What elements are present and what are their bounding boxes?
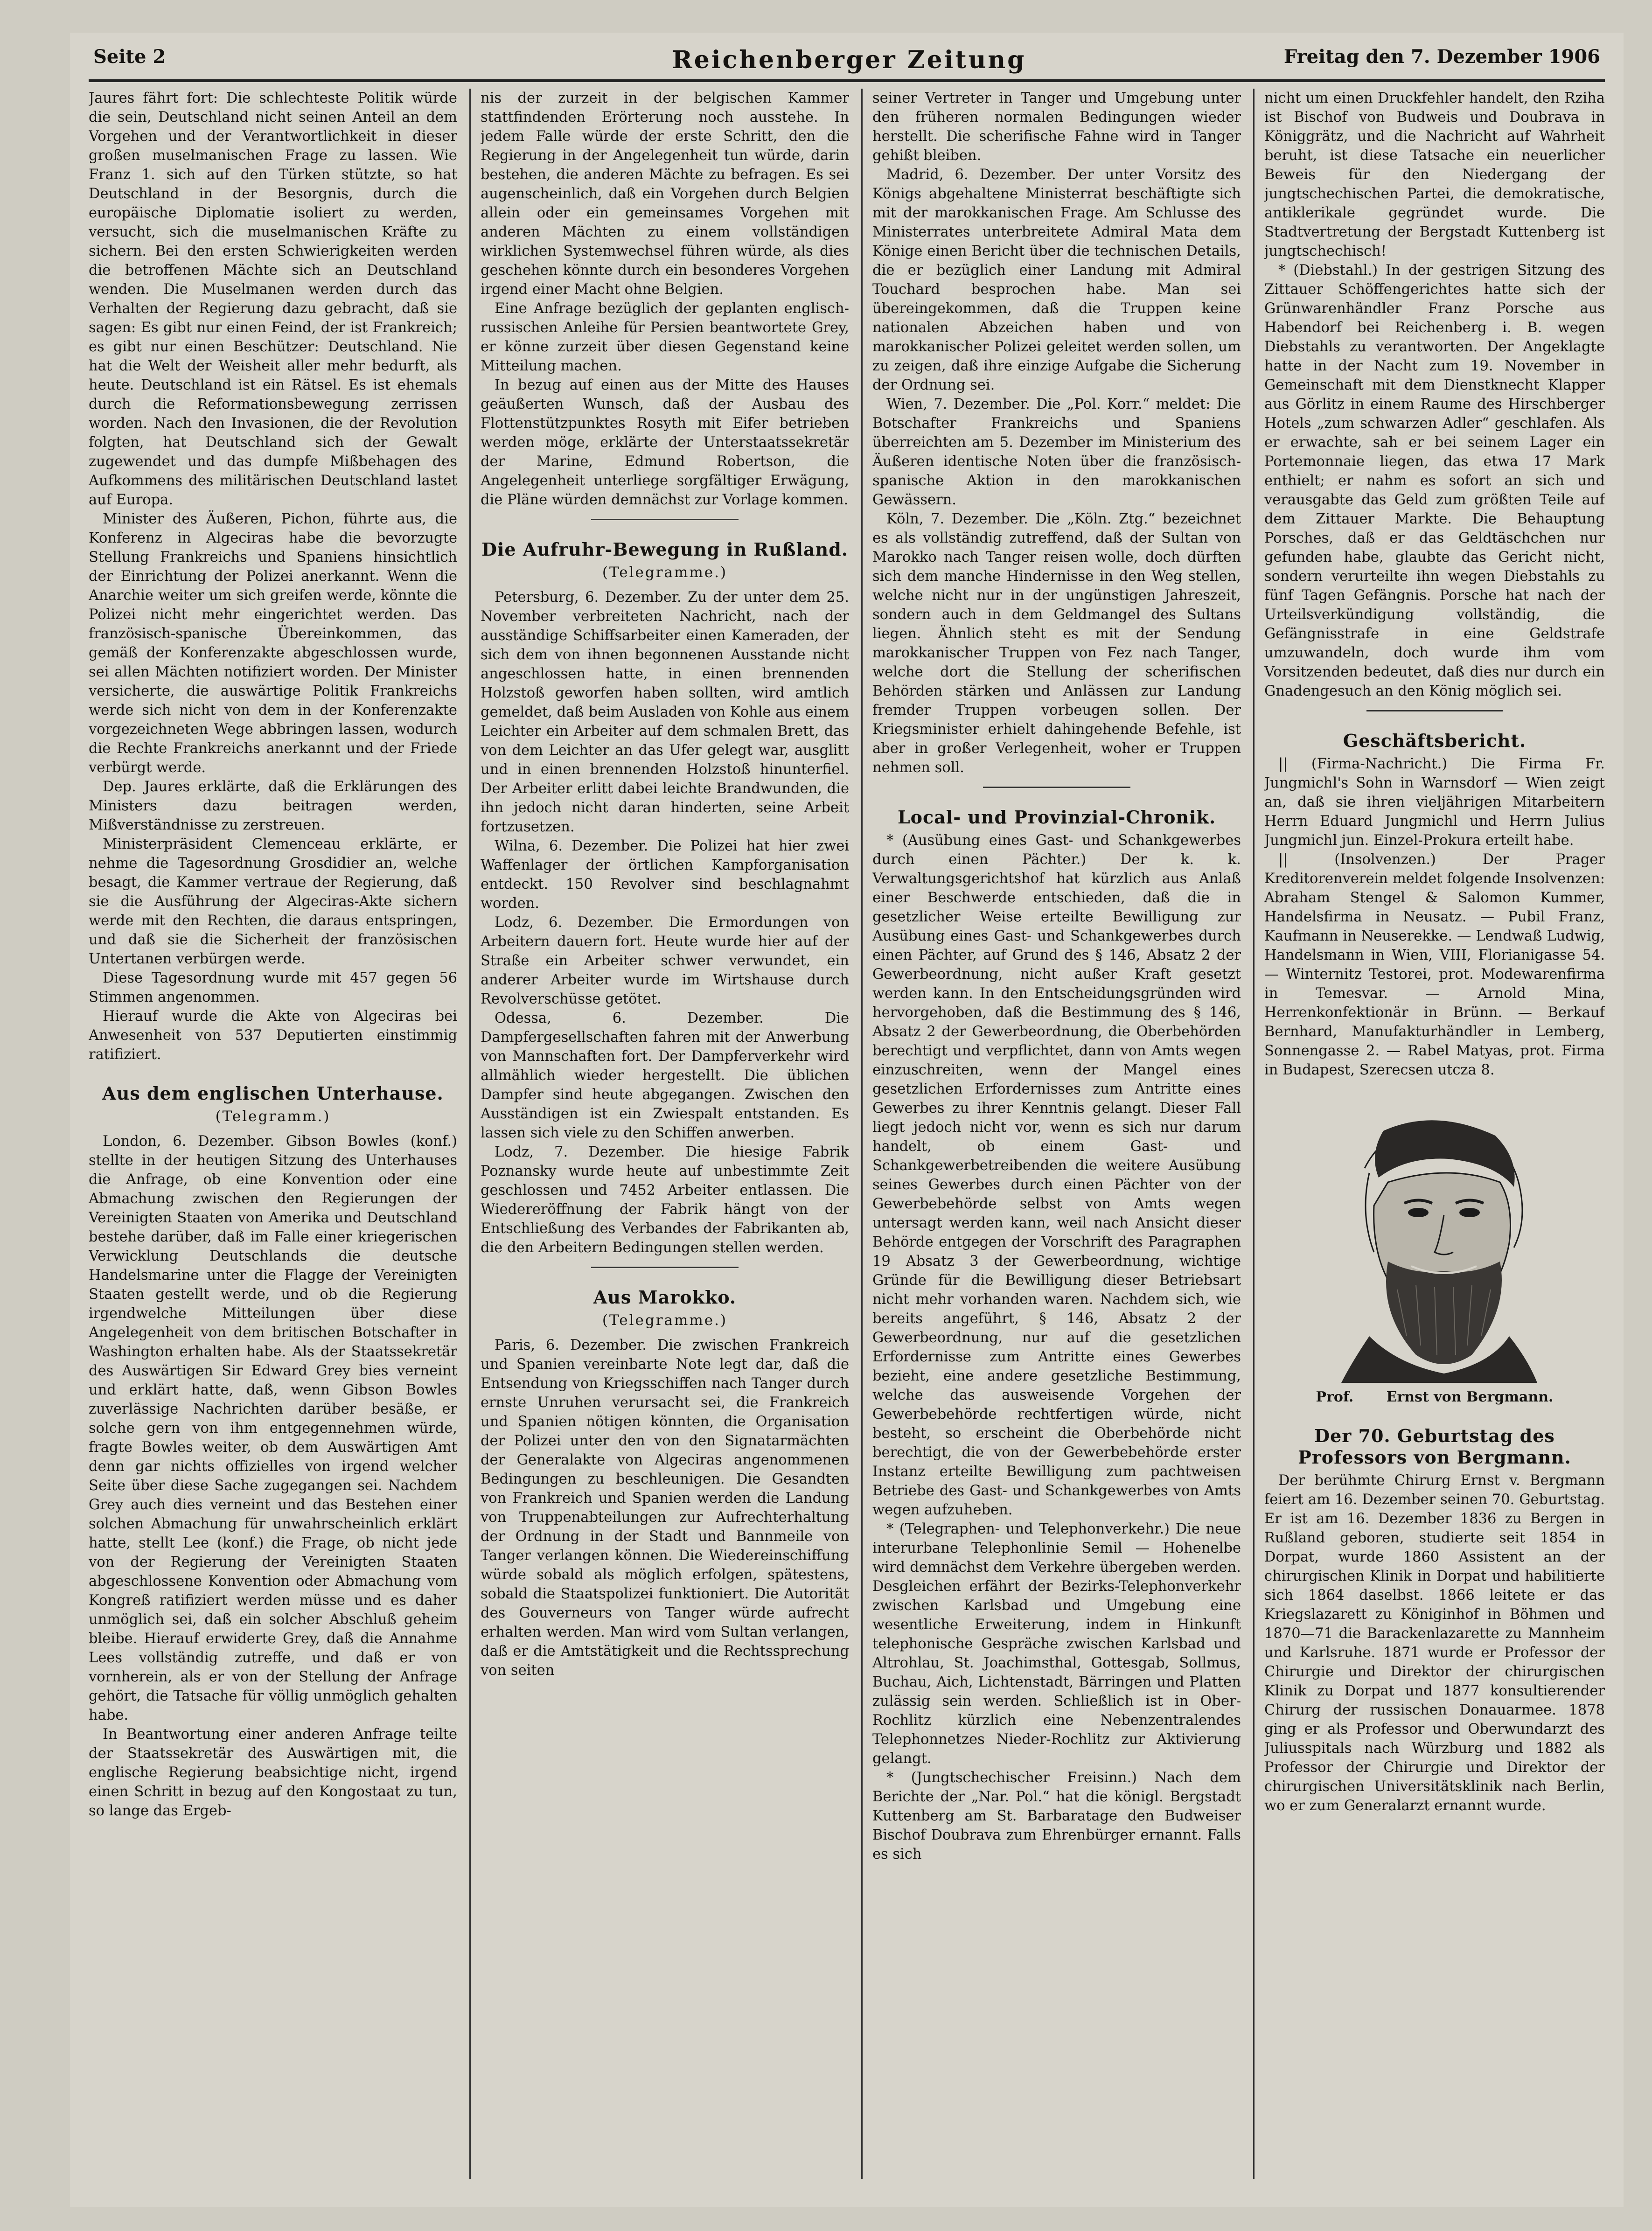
article-paragraph: Lodz, 7. Dezember. Die hiesige Fabrik Poznansky wurde heute auf unbestimmte Zeit geschlossen und 7452 Arbeiter entlassen. Die Wiedereröffnung der Fabrik hängt von der Entschließung des Verbandes der Fabrikanten ab, die den Arbeitern Bedingungen stellen werden. (481, 1144, 849, 1256)
article-paragraph: Odessa, 6. Dezember. Die Dampfergesellschaften fahren mit der Anwerbung von Mannschaften fort. Der Dampferverkehr wird allmählich wieder hergestellt. Die üblichen Dampfer sind heute abgegangen. Zwischen den Ausständigen ist ein Zwiespalt entstanden. Es lassen sich viele zu den Schiffen anwerben. (481, 1010, 849, 1141)
article-paragraph: Wien, 7. Dezember. Die „Pol. Korr.“ meldet: Die Botschafter Frankreichs und Spaniens überreichten am 5. Dezember im Ministerium des Äußeren identische Noten über die französisch-spanische Aktion in den marokkanischen Gewässern. (872, 396, 1241, 508)
article-paragraph: Minister des Äußeren, Pichon, führte aus, die Konferenz in Algeciras habe die bevorzugte Stellung Frankreichs und Spaniens hinsichtlich der Einrichtung der Polizei anerkannt. Wenn die Anarchie weiter um sich greifen werde, könnte die Polizei nicht mehr eingerichtet werden. Das französisch-spanische Übereinkommen, das gemäß der Konferenzakte abgeschlossen wurde, sei allen Mächten notifiziert worden. Der Minister versicherte, die auswärtige Politik Frankreichs werde sich nicht von dem in der Konferenzakte vorgezeichneten Wege abbringen lassen, wodurch die Rechte Frankreichs anerkannt und der Friede verbürgt werde. (89, 511, 457, 776)
article-paragraph: * (Telegraphen- und Telephonverkehr.) Die neue interurbane Telephonlinie Semil — Hohenelbe wird demnächst dem Verkehre übergeben werden. Desgleichen erfährt der Bezirks-Telephonverkehr zwischen Karlsbad und Umgebung eine wesentliche Erweiterung, indem in Hinkunft telephonische Gespräche zwischen Karlsbad und Altrohlau, St. Joachimsthal, Gottesgab, Sollmus, Buchau, Aich, Lichtenstadt, Bärringen und Platten zulässig sein werden. Schließlich ist in Ober-Rochlitz kürzlich eine Nebenzentralendes Telephonnetzes Nieder-Rochlitz zur Aktivierung gelangt. (872, 1521, 1241, 1767)
article-paragraph: nicht um einen Druckfehler handelt, den Rziha ist Bischof von Budweis und Doubrava in Königgrätz, und die Nachricht auf Wahrheit beruht, ist diese Tatsache ein neuerlicher Beweis für den Niedergang der jungtschechischen Partei, die demokratische, antiklerikale gegründet wurde. Die Stadtvertretung der Bergstadt Kuttenberg ist jungtschechisch! (1264, 90, 1605, 259)
article-paragraph: nis der zurzeit in der belgischen Kammer stattfindenden Erörterung noch ausstehe. In jedem Falle würde der erste Schritt, den die Regierung in der Angelegenheit tun würde, darin bestehen, die anderen Mächte zu befragen. Es sei augenscheinlich, daß ein Vorgehen durch Belgien allein oder ein gemeinsames Vorgehen mit anderen Mächten zu einem vollständigen wirklichen Systemwechsel führen würde, als dies geschehen könnte durch ein besonderes Vorgehen irgend einer Macht ohne Belgien. (481, 90, 849, 298)
article-paragraph: * (Ausübung eines Gast- und Schankgewerbes durch einen Pächter.) Der k. k. Verwaltungsgerichtshof hat kürzlich aus Anlaß einer Beschwerde entschieden, daß die in gesetzlicher Weise erteilte Bewilligung zur Ausübung eines Gast- und Schankgewerbes durch einen Pächter, auf Grund des § 146, Absatz 2 der Gewerbeordnung, nicht außer Kraft gesetzt werden kann. In den Entscheidungsgründen wird hervorgehoben, daß die Bestimmung des § 146, Absatz 2 der Gewerbeordnung, die Oberbehörden berechtigt und verpflichtet, dann von Amts wegen einzuschreiten, wenn der Mangel eines gesetzlichen Erfordernisses zum Antritte eines Gewerbes zu ihrer Kenntnis gelangt. Dieser Fall liegt jedoch nicht vor, wenn es sich nur darum handelt, ob einem Gast- und Schankgewerbetreibenden die weitere Ausübung seines Gewerbes durch einen Pächter von der Gewerbebehörde selbst von Amts wegen untersagt werden kann, weil nach Ansicht dieser Behörde entgegen der Vorschrift des Paragraphen 19 Absatz 3 der Gewerbeordnung, wichtige Gründe für die Bewilligung dieser Betriebsart nicht mehr vorhanden waren. Nachdem sich, wie bereits angeführt, § 146, Absatz 2 der Gewerbeordnung, nur auf die gesetzlichen Erfordernisse zum Antritte eines Gewerbes bezieht, eine andere gesetzliche Bestimmung, welche das ausweisende Vorgehen der Gewerbebehörde rechtfertigen würde, nicht besteht, so erscheint die Oberbehörde nicht berechtigt, die von der Gewerbebehörde erster Instanz erteilte Bewilligung zum pachtweisen Betriebe des Gast- und Schankgewerbes von Amts wegen aufzuheben. (872, 832, 1241, 1518)
page-number: Seite 2 (93, 46, 166, 68)
section-divider (591, 1267, 739, 1268)
article-paragraph: * (Diebstahl.) In der gestrigen Sitzung des Zittauer Schöffengerichtes hatte sich der Grünwarenhändler Franz Porsche aus Habendorf bei Reichenberg i. B. wegen Diebstahls zu verantworten. Der Angeklagte hatte in der Nacht zum 19. November in Gemeinschaft mit dem Dienstknecht Klapper aus Görlitz in einem Raume des Hirschberger Hotels „zum schwarzen Adler“ geschlafen. Als er erwachte, sah er bei seinem Lager ein Portemonnaie liegen, das etwa 17 Mark enthielt; er nahm es sofort an sich und verausgabte das Geld zum größten Teile auf dem Zittauer Markte. Die Behauptung Porsches, daß er das Geldtäschchen nur gefunden habe, glaubte das Gericht nicht, sondern verurteilte ihn wegen Diebstahls zu fünf Tagen Gefängnis. Porsche hat nach der Urteilsverkündigung vollständig, die Gefängnisstrafe in eine Geldstrafe umzuwandeln, doch wurde ihm vom Vorsitzenden bedeutet, daß dies nur durch ein Gnadengesuch an den König möglich sei. (1264, 262, 1605, 699)
section-subtitle: (Telegramm.) (215, 1108, 331, 1125)
article-paragraph: || (Insolvenzen.) Der Prager Kreditorenverein meldet folgende Insolvenzen: Abraham Stengel & Salomon Kummer, Handelsfirma in Neusatz. — Pubil Franz, Kaufmann in Neuserekke. — Lendwaß Ludwig, Handelsmann in Wien, VIII, Florianigasse 54. — Winternitz Testorei, prot. Modewarenfirma in Temesvar. — Arnold Mina, Herrenkonfektionär in Brünn. — Berkauf Bernhard, Manufakturhändler in Lemberg, Sonnengasse 2. — Rabel Matyas, prot. Firma in Budapest, Szerecsen utcza 8. (1264, 851, 1605, 1078)
issue-date: Freitag den 7. Dezember 1906 (1283, 46, 1600, 68)
section-title: Aus Marokko. (593, 1287, 737, 1308)
column-4 (1264, 89, 1605, 2188)
masthead (89, 37, 1605, 82)
portrait-illustration (1295, 1094, 1575, 1383)
column-3 (872, 89, 1241, 2188)
article-paragraph: Köln, 7. Dezember. Die „Köln. Ztg.“ bezeichnet es als vollständig zutreffend, daß der Sultan von Marokko nach Tanger reisen wolle, doch dürften sich dem manche Hindernisse in den Weg stellen, welche nicht nur in der ungünstigen Jahreszeit, sondern auch in dem Geldmangel des Sultans liegen. Ähnlich steht es mit der Sendung marokkanischer Truppen von Fez nach Tanger, welche dort die Stellung der scherifischen Behörden stärken und Anlässen zur Landung fremder Truppen vorbeugen sollen. Der Kriegsminister erhielt dahingehende Befehle, ist aber in großer Verlegenheit, woher er Truppen nehmen soll. (872, 511, 1241, 776)
article-paragraph: Hierauf wurde die Akte von Algeciras bei Anwesenheit von 537 Deputierten einstimmig ratifiziert. (89, 1008, 457, 1063)
article-paragraph: Madrid, 6. Dezember. Der unter Vorsitz des Königs abgehaltene Ministerrat beschäftigte sich mit der marokkanischen Frage. Am Schlusse des Ministerrates unterbreitete Admiral Mata dem Könige einen Bericht über die technischen Details, die er bezüglich einer Landung mit Admiral Touchard besprochen habe. Man sei übereingekommen, daß die Truppen keine nationalen Abzeichen haben und von marokkanischer Polizei geleitet werden sollen, um zu zeigen, daß ihre einzige Aufgabe die Sicherung der Ordnung sei. (872, 167, 1241, 393)
article-paragraph: Jaures fährt fort: Die schlechteste Politik würde die sein, Deutschland nicht seinen Anteil an dem Vorgehen und der Verantwortlichkeit in dieser großen muselmanischen Frage zu lassen. Wie Franz 1. sich auf den Türken stützte, so hat Deutschland in der Besorgnis, durch die europäische Diplomatie isoliert zu werden, versucht, sich die muselmanischen Kräfte zu sichern. Bei den ersten Schwierigkeiten werden die betroffenen Mächte sich an Deutschland wenden. Die Muselmanen werden durch das Verhalten der Regierung dazu gebracht, daß sie sagen: Es gibt nur einen Feind, der ist Frankreich; es gibt nur einen Beschützer: Deutschland. Nie hat die Welt der Weisheit aller mehr bedurft, als heute. Deutschland ist ein Rätsel. Es ist ehemals durch die Reformationsbewegung zerrissen worden. Nach den Invasionen, die der Revolution folgten, hat Deutschland sich der Gewalt zugewendet und das dumpfe Mißbehagen des Aufkommens des militärischen Deutschland lastet auf Europa. (89, 90, 457, 508)
article-paragraph: Dep. Jaures erklärte, daß die Erklärungen des Ministers dazu beitragen werden, Mißverständnisse zu zerstreuen. (89, 779, 457, 833)
column-rule (1253, 89, 1255, 2179)
article-paragraph: Petersburg, 6. Dezember. Zu der unter dem 25. November verbreiteten Nachricht, nach der ausständige Schiffsarbeiter einen Kameraden, der sich dem von ihnen begonnenen Ausstande nicht angeschlossen hatte, in einen brennenden Holzstoß geworfen haben sollten, wird amtlich gemeldet, daß beim Ausladen von Kohle aus einem Leichter ein Arbeiter auf dem schmalen Brett, das von dem Leichter an das Ufer gelegt war, ausglitt und in einen brennenden Holzstoß hinunterfiel. Der Arbeiter erlitt dabei leichte Brandwunden, die ihn jedoch nicht daran hinderten, seine Arbeit fortzusetzen. (481, 589, 849, 835)
section-divider (1366, 710, 1503, 711)
article-paragraph: seiner Vertreter in Tanger und Umgebung unter den früheren normalen Bedingungen wieder herstellt. Die scherifische Fahne wird in Tanger gehißt bleiben. (872, 90, 1241, 164)
column-rule (469, 89, 471, 2179)
portrait-caption (1264, 1387, 1605, 1407)
column-rule (861, 89, 863, 2179)
article-paragraph: In Beantwortung einer anderen Anfrage teilte der Staatssekretär des Auswärtigen mit, die englische Regierung beabsichtige nicht, irgend einen Schritt in bezug auf den Kongostaat zu tun, so lange das Ergeb- (89, 1726, 457, 1819)
article-paragraph: Lodz, 6. Dezember. Die Ermordungen von Arbeitern dauern fort. Heute wurde hier auf der Straße ein Arbeiter schwer verwundet, ein anderer Arbeiter wurde im Wirtshause durch Revolverschüsse getötet. (481, 914, 849, 1007)
column-2 (481, 89, 849, 2188)
newspaper-page (70, 33, 1624, 2207)
article-paragraph: Ministerpräsident Clemenceau erklärte, er nehme die Tagesordnung Grosdidier an, welche besagt, die Kammer vertraue der Regierung, daß sie die Ausführung der Algeciras-Akte sichern werde mit den Rechten, die daraus entspringen, und daß sie die Sicherheit der französischen Untertanen verbürgen werde. (89, 836, 457, 967)
article-paragraph: Paris, 6. Dezember. Die zwischen Frankreich und Spanien vereinbarte Note legt dar, daß die Entsendung von Kriegsschiffen nach Tanger durch ernste Unruhen verursacht sei, die Frankreich und Spanien nötigen könnten, die Organisation der Polizei unter den von den Signatarmächten der Generalakte von Algeciras angenommenen Bedingungen zu beschleunigen. Die Gesandten von Frankreich und Spanien werden die Landung von Truppenabteilungen zur Aufrechterhaltung der Ordnung in der Stadt und Bannmeile von Tanger verlangen können. Die Wiedereinschiffung würde sobald als möglich erfolgen, spätestens, sobald die Staatspolizei funktioniert. Die Autorität des Gouverneurs von Tanger würde aufrecht erhalten werden. Man wird vom Sultan verlangen, daß er die Amtstätigkeit und die Rechtssprechung von seiten (481, 1337, 849, 1679)
section-title: Aus dem englischen Unterhause. (102, 1083, 444, 1104)
article-paragraph: Der berühmte Chirurg Ernst v. Bergmann feiert am 16. Dezember seinen 70. Geburtstag. Er ist am 16. Dezember 1836 zu Bergen in Rußland geboren, studierte seit 1854 in Dorpat, wurde 1860 Assistent an der chirurgischen Klinik in Dorpat und habilitierte sich 1864 daselbst. 1866 leitete er das Kriegslazarett zu Königinhof in Böhmen und 1870—71 die Barackenlazarette zu Mannheim und Karlsruhe. 1871 wurde er Professor der Chirurgie und Direktor der chirurgischen Klinik zu Dorpat und 1877 konsultierender Chirurg der russischen Donauarmee. 1878 ging er als Professor und Oberwundarzt des Juliusspitals nach Würzburg und 1882 als Professor der Chirurgie und Direktor der chirurgischen Universitätsklinik nach Berlin, wo er zum Generalarzt ernannt wurde. (1264, 1472, 1605, 1814)
section-title: Der 70. Geburtstag des Professors von Bergmann. (1298, 1425, 1571, 1468)
article-paragraph: * (Jungtschechischer Freisinn.) Nach dem Berichte der „Nar. Pol.“ hat die königl. Bergstadt Kuttenberg am St. Barbaratage den Budweiser Bischof Doubrava zum Ehrenbürger ernannt. Falls es sich (872, 1770, 1241, 1862)
article-paragraph: In bezug auf einen aus der Mitte des Hauses geäußerten Wunsch, daß der Ausbau des Flottenstützpunktes Rosyth mit Eifer betrieben werden möge, erklärte der Unterstaatssekretär der Marine, Edmund Robertson, die Angelegenheit unterliege sorgfältiger Erwägung, die Pläne würden demnächst zur Vorlage kommen. (481, 377, 849, 508)
article-paragraph: Diese Tagesordnung wurde mit 457 gegen 56 Stimmen angenommen. (89, 970, 457, 1005)
article-paragraph: Wilna, 6. Dezember. Die Polizei hat hier zwei Waffenlager der örtlichen Kampforganisation entdeckt. 150 Revolver sind beschlagnahmt worden. (481, 838, 849, 912)
article-paragraph: || (Firma-Nachricht.) Die Firma Fr. Jungmichl's Sohn in Warnsdorf — Wien zeigt an, daß sie ihren vieljährigen Mitarbeitern Herrn Eduard Jungmichl und Herrn Julius Jungmichl jun. Einzel-Prokura erteilt habe. (1264, 756, 1605, 849)
newspaper-title: Reichenberger Zeitung (672, 46, 1026, 74)
section-divider (591, 519, 739, 520)
section-title: Geschäftsbericht. (1343, 730, 1527, 751)
caption-title: Prof. (1316, 1389, 1354, 1405)
section-subtitle: (Telegramme.) (602, 1312, 728, 1329)
caption-name: Ernst von Bergmann. (1386, 1389, 1554, 1405)
section-title: Die Aufruhr-Bewegung in Rußland. (481, 539, 848, 560)
section-divider (983, 787, 1130, 788)
section-title: Local- und Provinzial-Chronik. (897, 807, 1216, 828)
article-paragraph: Eine Anfrage bezüglich der geplanten englisch-russischen Anleihe für Persien beantwortete Grey, er könne zurzeit über diesen Gegenstand keine Mitteilung machen. (481, 300, 849, 374)
section-subtitle: (Telegramme.) (602, 564, 728, 581)
column-1 (89, 89, 457, 2188)
article-paragraph: London, 6. Dezember. Gibson Bowles (konf.) stellte in der heutigen Sitzung des Unterhauses die Anfrage, ob eine Konvention oder eine Abmachung zwischen den Regierungen der Vereinigten Staaten von Amerika und Deutschland bestehe darüber, daß im Falle einer kriegerischen Verwicklung Deutschlands die deutsche Handelsmarine unter die Flagge der Vereinigten Staaten gestellt werde, und ob die Regierung irgendwelche Mitteilungen über diese Angelegenheit von dem britischen Botschafter in Washington erhalten habe. Als der Staatssekretär des Auswärtigen Sir Edward Grey bies verneint und erklärt hatte, daß, wenn Gibson Bowles zuverlässige Nachrichten darüber besäße, er solche gern von ihm entgegennehmen würde, fragte Bowles weiter, ob dem Auswärtigen Amt denn gar nichts offizielles von irgend welcher Seite über diese Sache zugegangen sei. Nachdem Grey auch dies verneint und das Bestehen einer solchen Abmachung für unwahrscheinlich erklärt hatte, stellt Lee (konf.) die Frage, ob nicht jede von der Regierung der Vereinigten Staaten abgeschlossene Konvention oder Abmachung vom Kongreß ratifiziert werden müsse und es daher unmöglich sei, daß ein solcher Abschluß geheim bleibe. Hierauf erwiderte Grey, daß die Annahme Lees vollständig zutreffe, und daß er von vornherein, als er von der Stellung der Anfrage gehört, die Tatsache für völlig unmöglich gehalten habe. (89, 1133, 457, 1723)
